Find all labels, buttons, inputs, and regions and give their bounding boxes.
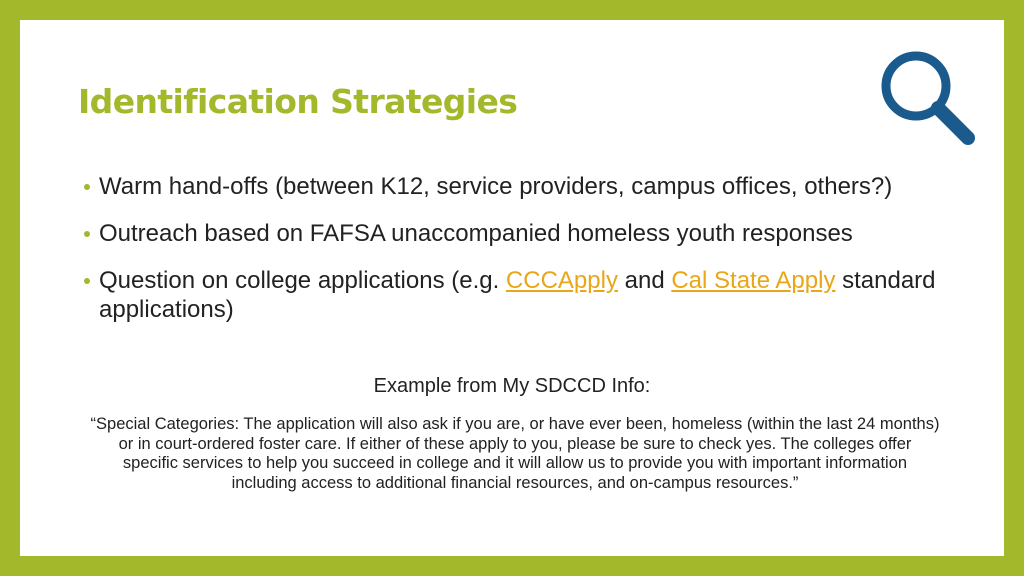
magnifying-glass-icon <box>876 46 980 150</box>
bullet-text-after: standard applications) <box>99 267 936 323</box>
bullet-text-before: Question on college applications (e.g. <box>99 267 506 294</box>
slide <box>20 20 1004 556</box>
bullet-dot <box>84 278 90 284</box>
bullet-college-applications <box>84 266 964 324</box>
bullet-text: Outreach based on FAFSA unaccompanied homeless youth responses <box>99 220 853 247</box>
bullet-fafsa-outreach <box>84 219 964 248</box>
cal-state-apply-link[interactable]: Cal State Apply <box>671 267 836 294</box>
example-heading: Example from My SDCCD Info: <box>373 375 651 397</box>
cccapply-link[interactable]: CCCApply <box>505 267 618 294</box>
bullet-list <box>84 172 964 342</box>
bullet-warm-handoffs <box>84 172 964 201</box>
bullet-text: Warm hand-offs (between K12, service providers, campus offices, others?) <box>99 173 893 200</box>
example-quote: “Special Categories: The application will also ask if you are, or have ever been, homeless (within the last 24 months) or in court-ordered foster care. If either of these apply to you, please be sure to check yes. The colleges offer specific services to help you succeed in college and it will allow us to provide you with important information including access to additional financial resources, and on-campus resources.” <box>90 415 940 492</box>
bullet-dot <box>84 231 90 237</box>
bullet-text-middle: and <box>617 267 672 294</box>
bullet-dot <box>84 184 90 190</box>
slide-title: Identification Strategies <box>78 82 518 121</box>
